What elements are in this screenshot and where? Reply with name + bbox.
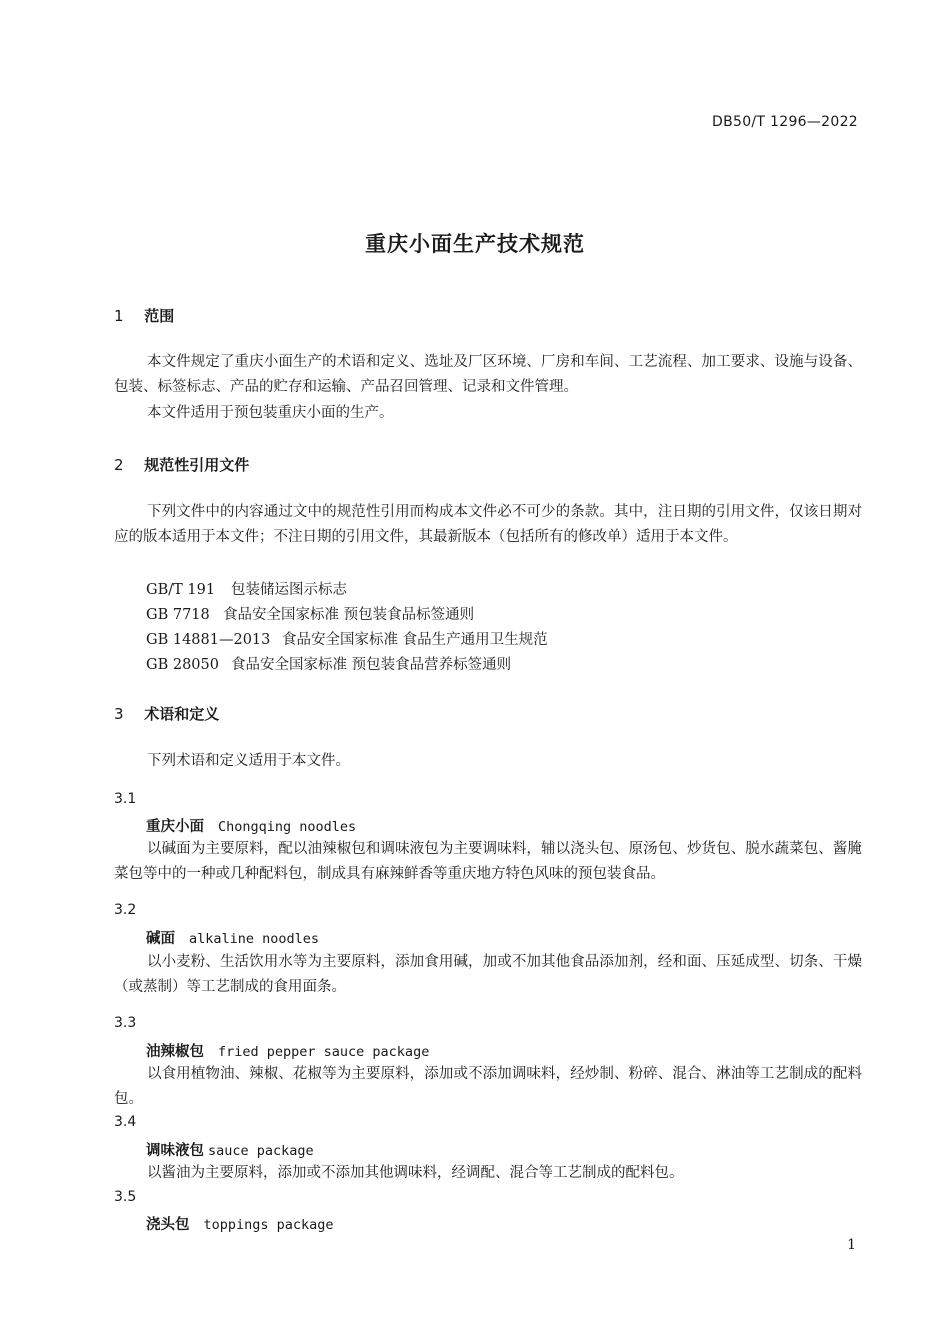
term-chinese: 调味液包 [146, 1143, 204, 1159]
scope-paragraph-1: 本文件规定了重庆小面生产的术语和定义、选址及厂区环境、厂房和车间、工艺流程、加工要求、设施与设备、包装、标签标志、产品的贮存和运输、产品召回管理、记录和文件管理。 [114, 354, 862, 395]
term-definition: 以碱面为主要原料，配以油辣椒包和调味液包为主要调味料，辅以浇头包、原汤包、炒货包、脱水蔬菜包、酱腌菜包等中的一种或几种配料包，制成具有麻辣鲜香等重庆地方特色风味的预包装食品。 [114, 841, 862, 882]
reference-title: 食品安全国家标准 预包装食品营养标签通则 [231, 657, 512, 673]
section-title: 规范性引用文件 [144, 456, 250, 474]
term-heading [146, 1213, 334, 1234]
clause-number: 3.4 [114, 1114, 137, 1130]
reference-item [146, 578, 347, 599]
section-1-heading [114, 305, 174, 326]
section-title: 术语和定义 [144, 705, 220, 723]
term-english: alkaline noodles [189, 931, 320, 947]
term-english: toppings package [203, 1217, 334, 1233]
term-chinese: 油辣椒包 [146, 1044, 204, 1060]
clause-number: 3.1 [114, 791, 137, 807]
term-english: Chongqing noodles [218, 819, 357, 835]
reference-code: GB 7718 [146, 607, 210, 623]
section-number: 1 [114, 307, 124, 325]
term-chinese: 碱面 [146, 931, 175, 947]
document-title: 重庆小面生产技术规范 [365, 232, 585, 256]
reference-code: GB 28050 [146, 657, 219, 673]
term-chinese: 浇头包 [146, 1217, 190, 1233]
term-chinese: 重庆小面 [146, 819, 204, 835]
section-title: 范围 [144, 307, 175, 325]
reference-title: 食品安全国家标准 食品生产通用卫生规范 [282, 632, 548, 648]
terms-intro-paragraph: 下列术语和定义适用于本文件。 [147, 753, 350, 769]
term-definition: 以小麦粉、生活饮用水等为主要原料，添加食用碱，加或不加其他食品添加剂，经和面、压延成型、切条、干燥（或蒸制）等工艺制成的食用面条。 [114, 954, 862, 995]
term-heading [146, 1040, 429, 1061]
term-definition: 以酱油为主要原料，添加或不添加其他调味料，经调配、混合等工艺制成的配料包。 [147, 1165, 684, 1181]
term-english: fried pepper sauce package [218, 1044, 430, 1060]
reference-title: 食品安全国家标准 预包装食品标签通则 [223, 607, 475, 623]
normative-references-paragraph: 下列文件中的内容通过文中的规范性引用而构成本文件必不可少的条款。其中，注日期的引用文件，仅该日期对应的版本适用于本文件；不注日期的引用文件，其最新版本（包括所有的修改单）适用于本文件。 [114, 504, 862, 545]
term-heading [146, 815, 356, 836]
page-number: 1 [847, 1237, 856, 1253]
reference-code: GB 14881—2013 [146, 632, 271, 648]
term-heading [146, 1139, 314, 1160]
document-code: DB50/T 1296—2022 [712, 114, 858, 130]
term-heading [146, 927, 319, 948]
clause-number: 3.5 [114, 1189, 137, 1205]
term-english: sauce package [208, 1143, 314, 1159]
section-3-heading [114, 703, 219, 724]
clause-number: 3.3 [114, 1015, 137, 1031]
scope-paragraph-2: 本文件适用于预包装重庆小面的生产。 [147, 405, 394, 421]
term-definition: 以食用植物油、辣椒、花椒等为主要原料，添加或不添加调味料，经炒制、粉碎、混合、淋油等工艺制成的配料包。 [114, 1066, 862, 1107]
reference-title: 包装储运图示标志 [231, 582, 347, 598]
clause-number: 3.2 [114, 902, 137, 918]
section-number: 2 [114, 456, 124, 474]
reference-item [146, 603, 474, 624]
reference-item [146, 628, 548, 649]
reference-item [146, 653, 511, 674]
section-2-heading [114, 454, 249, 475]
reference-code: GB/T 191 [146, 582, 216, 598]
section-number: 3 [114, 705, 124, 723]
